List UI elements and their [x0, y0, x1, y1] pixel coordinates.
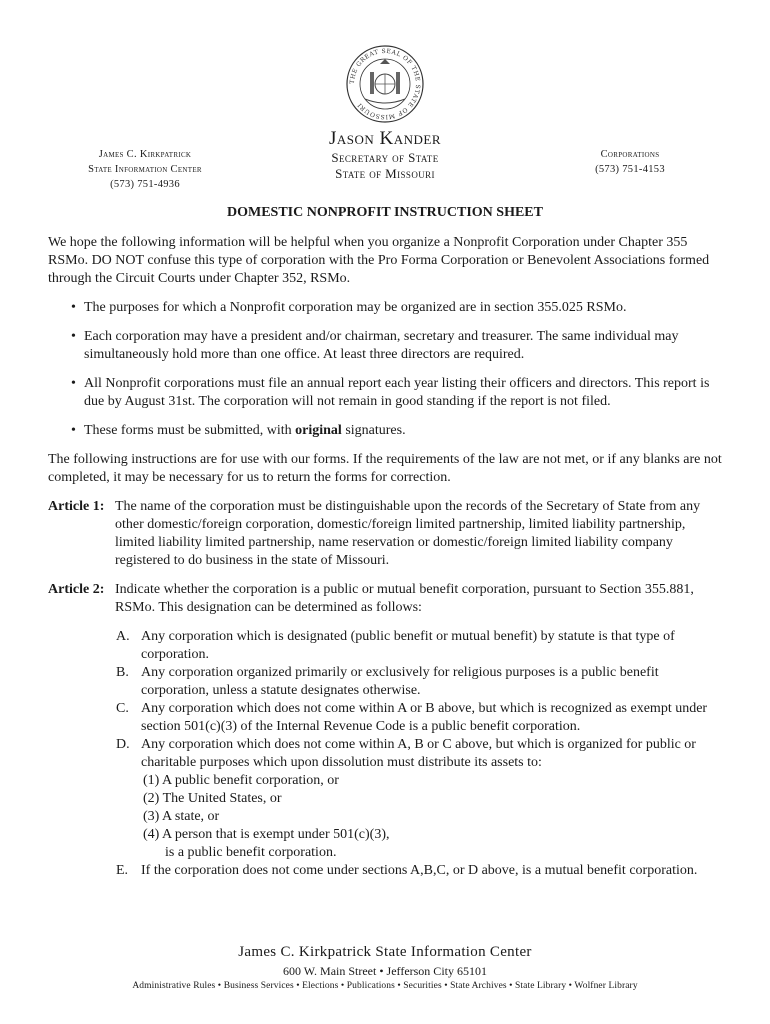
state-seal-logo — [345, 44, 425, 124]
sub-item: (2) The United States, or — [143, 791, 282, 806]
article-1 — [48, 498, 728, 570]
header-left-phone: (573) 751-4936 — [110, 179, 180, 190]
instructions-paragraph: The following instructions are for use with our forms. If the requirements of the law are not met, or if any blanks are not completed, it may be necessary for us to return the forms for correction. — [48, 452, 722, 485]
list-letter: A. — [116, 629, 130, 644]
list-item — [116, 628, 728, 664]
page-title: DOMESTIC NONPROFIT INSTRUCTION SHEET — [227, 205, 543, 220]
list-text: Any corporation organized primarily or exclusively for religious purposes is a public benefit corporation, unless a statute designates otherwise. — [141, 665, 659, 698]
sub-item: (1) A public benefit corporation, or — [143, 773, 339, 788]
secretary-title: Secretary of State — [331, 150, 439, 165]
list-letter: E. — [116, 863, 129, 878]
list-item — [116, 862, 728, 880]
list-letter: B. — [116, 665, 129, 680]
list-letter: D. — [116, 737, 130, 752]
header-right-block — [570, 147, 690, 177]
article-2 — [48, 581, 728, 617]
bullet-item: • The purposes for which a Nonprofit corporation may be organized are in section 355.025 RSMo. — [71, 299, 728, 317]
bullet-list — [48, 299, 728, 440]
article-1-text: The name of the corporation must be distinguishable upon the records of the Secretary of State from any other domestic/foreign corporation, domestic/foreign limited partnership, limited liability partnership, limited liability limited partnership, name reservation or domestic/foreign limited liability company registered to do business in the state of Missouri. — [115, 499, 701, 568]
intro-paragraph: We hope the following information will be helpful when you organize a Nonprofit Corporation under Chapter 355 RSMo. DO NOT confuse this type of corporation with the Pro Forma Corporation or Benevolent Associations formed through the Circuit Courts under Chapter 352, RSMo. — [48, 235, 710, 286]
list-item — [116, 700, 728, 736]
bullet4-bold: original — [295, 423, 342, 438]
article-1-label: Article 1: — [48, 499, 105, 514]
article-2-list — [116, 628, 728, 880]
header-left-line1: James C. Kirkpatrick — [98, 149, 192, 160]
header-center-block — [285, 128, 485, 182]
article-2-text: Indicate whether the corporation is a public or mutual benefit corporation, pursuant to Section 355.881, RSMo. This designation can be determined as follows: — [115, 582, 694, 615]
sub-item: (4) A person that is exempt under 501(c)(3), — [143, 827, 390, 842]
list-text: Any corporation which is designated (public benefit or mutual benefit) by statute is that type of corporation. — [141, 629, 675, 662]
state-name: State of Missouri — [335, 166, 435, 181]
bullet4-post: signatures. — [341, 423, 406, 438]
footer-address: 600 W. Main Street • Jefferson City 65101 — [283, 964, 487, 978]
bullet-item — [71, 422, 728, 440]
list-item — [116, 736, 728, 862]
list-item-d-body — [141, 736, 728, 862]
list-text: If the corporation does not come under sections A,B,C, or D above, is a mutual benefit corporation. — [141, 863, 698, 878]
list-text: Any corporation which does not come within A, B or C above, but which is organized for public or charitable purposes which upon dissolution must distribute its assets to: — [141, 737, 696, 770]
secretary-name: Jason Kander — [328, 128, 442, 149]
bullet-item: • Each corporation may have a president and/or chairman, secretary and treasurer. The same individual may simultaneously hold more than one office. At least three directors are required. — [71, 328, 728, 364]
header-right-phone: (573) 751-4153 — [595, 164, 665, 175]
document-body — [48, 234, 728, 880]
header-left-line2: State Information Center — [88, 164, 202, 175]
header-right-line1: Corporations — [600, 149, 660, 160]
bullet-item: • All Nonprofit corporations must file an annual report each year listing their officers and directors. This report is due by August 31st. The corporation will not remain in good standing if the report is not filed. — [71, 375, 728, 411]
footer-title: James C. Kirkpatrick State Information Center — [238, 944, 532, 960]
list-text: Any corporation which does not come within A or B above, but which is recognized as exempt under section 501(c)(3) of the Internal Revenue Code is a public benefit corporation. — [141, 701, 708, 734]
article-2-label: Article 2: — [48, 582, 105, 597]
sub-item-continuation: is a public benefit corporation. — [165, 845, 337, 860]
list-item — [116, 664, 728, 700]
footer-departments: Administrative Rules • Business Services • Elections • Publications • Securities • State Archives • State Library • Wolfner Library — [132, 981, 638, 991]
svg-text:THE GREAT SEAL OF THE STATE OF: THE GREAT SEAL OF THE STATE OF MISSOURI — [348, 47, 422, 121]
header-left-block — [60, 147, 230, 192]
bullet4-pre: These forms must be submitted, with — [84, 423, 296, 438]
sub-item: (3) A state, or — [143, 809, 220, 824]
list-letter: C. — [116, 701, 129, 716]
